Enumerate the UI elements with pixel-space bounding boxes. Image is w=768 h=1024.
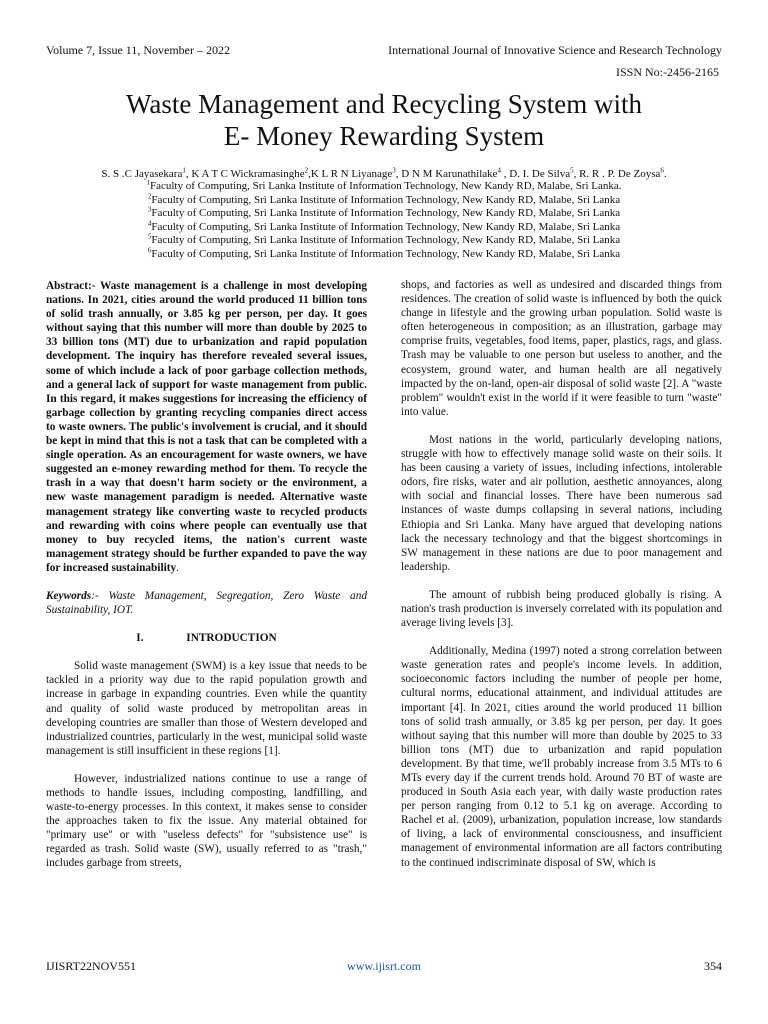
author-separator: , (308, 168, 311, 180)
abstract (46, 279, 367, 575)
affiliation-text: Faculty of Computing, Sri Lanka Institute of Information Technology, New Kandy RD, Malabe, Sri Lanka (151, 247, 621, 260)
running-header-journal: International Journal of Innovative Science and Research Technology (388, 43, 722, 57)
affiliation-text: Faculty of Computing, Sri Lanka Institute of Information Technology, New Kandy RD, Malabe, Sri Lanka (151, 207, 621, 219)
author-affil-marker: 3 (392, 166, 396, 175)
keywords (46, 589, 367, 617)
author: D N M Karunathilake (401, 168, 498, 180)
author-affil-marker: 1 (182, 166, 186, 175)
section-title: INTRODUCTION (186, 632, 277, 645)
footer-website (0, 959, 768, 973)
author: D. I. De Silva (509, 168, 571, 180)
keywords-text: :- Waste Management, Segregation, Zero Waste and Sustainability, IOT. (46, 589, 367, 617)
author: R. R . P. De Zoysa (579, 168, 661, 180)
abstract-end-punctuation: . (176, 561, 179, 574)
section-heading-introduction (46, 631, 367, 645)
affiliation-marker: 1 (146, 178, 150, 187)
body-paragraph: The amount of rubbish being produced globally is rising. A nation's trash production is inversely correlated with its population and average living levels [3]. (401, 588, 722, 630)
affiliation-marker: 3 (147, 205, 152, 214)
affiliation-marker: 5 (147, 232, 152, 241)
body-paragraph: Solid waste management (SWM) is a key issue that needs to be tackled in a priority way due to the rapid population growth and increase in garbage in expanding countries. Even while the quantity and quality of solid waste produced by metropolitan areas in developing countries are smaller than those of Western developed and industrialized countries, particularly in the west, municipal solid waste management is still insufficient in these regions [1]. (46, 660, 367, 757)
author-affil-marker: 4 (497, 166, 502, 175)
section-number: I. (136, 632, 144, 645)
affiliation-text: Faculty of Computing, Sri Lanka Institute of Information Technology, New Kandy RD, Malabe, Sri Lanka (151, 234, 621, 246)
affiliation-marker: 6 (147, 245, 152, 254)
author-separator: , (573, 168, 580, 180)
right-column (401, 278, 722, 870)
footer-website-link[interactable]: www.ijisrt.com (347, 959, 421, 973)
author-affil-marker: 6 (660, 166, 664, 175)
author-separator: , (395, 168, 402, 180)
author-separator: . (663, 168, 667, 180)
author: S. S .C Jayasekara (101, 168, 183, 180)
author-separator: , (185, 168, 192, 180)
affiliation-list (46, 180, 722, 261)
author: K A T C Wickramasinghe (191, 168, 305, 180)
issn-number: ISSN No:-2456-2165 (615, 65, 719, 79)
abstract-text: Abstract:- Waste management is a challenge in most developing nations. In 2021, cities around the world produced 11 billion tons of solid trash annually, or 3.85 kg per person, per day. It goes without saying that this number will more than double by 2025 to 33 billion tons (MT) due to urbanization and rapid population development. The inquiry has therefore revealed several issues, some of which include a lack of poor garbage collection methods, and a general lack of support for waste management from public. In this regard, it makes suggestions for increasing the efficiency of garbage collection by granting recycling companies direct access to waste owners. The public's involvement is crucial, and it should be kept in mind that this is not a task that can be completed with a single operation. As an encouragement for waste owners, we have suggested an e-money rewarding method for them. To recycle the trash in a way that doesn't harm society or the environment, a new waste management paradigm is needed. Alternative waste management strategy like converting waste to recycled products and rewarding with coins where people can eventually use that money to buy recycled items, the nation's current waste management strategy should be further expanded to pave the way for increased sustainability (46, 280, 367, 574)
author: K L R N Liyanage (310, 168, 393, 180)
author-affil-marker: 2 (304, 166, 309, 175)
paper-title-line-1: Waste Management and Recycling System with (126, 89, 642, 119)
affiliation-text: Faculty of Computing, Sri Lanka Institute of Information Technology, New Kandy RD, Malabe, Sri Lanka (151, 220, 621, 233)
author-affil-marker: 5 (570, 166, 574, 175)
footer-paper-id: IJISRT22NOV551 (46, 959, 136, 973)
affiliation (46, 245, 722, 262)
left-column (46, 279, 367, 871)
affiliation-marker: 4 (147, 218, 152, 227)
affiliation-marker: 2 (147, 191, 152, 200)
body-paragraph: Additionally, Medina (1997) noted a strong correlation between waste generation rates and people's income levels. In addition, socioeconomic factors including the number of people per home, cultural norms, educational attainment, and individual attitudes are important [4]. In 2021, cities around the world produced 11 billion tons of solid trash annually, or 3.85 kg per person, per day. It goes without saying that this number will more than double by 2025 to 33 billion tons (MT) due to urbanization and rapid population development. By that time, we'll probably increase from 3.5 MTs to 6 MTs every day if the current trends hold. Around 70 BT of waste are produced in South Asia each year, with daily waste production rates per person ranging from 0.12 to 5.1 kg on average. According to Rachel et al. (2009), urbanization, population increase, low standards of living, a lack of environmental consciousness, and insufficient management of environmental information are all factors contributing to the continued indiscriminate disposal of SW, which is (401, 645, 722, 869)
keywords-label: Keywords (46, 589, 92, 602)
body-paragraph-continued: shops, and factories as well as undesired and discarded things from residences. The creation of solid waste is influenced by both the quick change in lifestyle and the growing urban population. Solid waste is often heterogeneous in composition; as an illustration, garbage may comprise fruits, vegetables, food items, paper, plastics, rags, and glass. Trash may be valuable to one person but useless to another, and the ecosystem, ground water, and human health are all negatively impacted by the on-land, open-air disposal of solid waste [2]. A "waste problem" wouldn't exist in the world if it were feasible to turn "waste" into value. (401, 279, 722, 418)
page-number: 354 (704, 959, 722, 973)
author-separator: , (501, 168, 510, 180)
body-paragraph: Most nations in the world, particularly developing nations, struggle with how to effectively manage solid waste on their soils. It has been causing a variety of issues, including infections, intolerable odors, fire risks, water and air pollution, aesthetic annoyances, along with social and financial losses. There have been numerous sad instances of waste dumps collapsing in several nations, including Ethiopia and Sri Lanka. Many have argued that developing nations lack the necessary technology and that the biggest shortcomings in SW management in these nations are due to poor management and leadership. (401, 433, 722, 573)
running-header-volume: Volume 7, Issue 11, November – 2022 (46, 43, 230, 57)
affiliation-text: Faculty of Computing, Sri Lanka Institute of Information Technology, New Kandy RD, Malabe, Sri Lanka (151, 193, 621, 206)
body-paragraph: However, industrialized nations continue to use a range of methods to handle issues, including composting, landfilling, and waste-to-energy processes. In this context, it makes sense to consider the approaches taken to fix the issue. Any material obtained for "primary use" or with "useless defects" for "subsistence use" is regarded as trash. Solid waste (SW), usually referred to as "trash," includes garbage from streets, (46, 772, 367, 870)
paper-title (46, 88, 722, 152)
paper-title-line-2: E- Money Rewarding System (223, 121, 545, 151)
affiliation-text: Faculty of Computing, Sri Lanka Institute of Information Technology, New Kandy RD, Malabe, Sri Lanka. (149, 180, 622, 192)
